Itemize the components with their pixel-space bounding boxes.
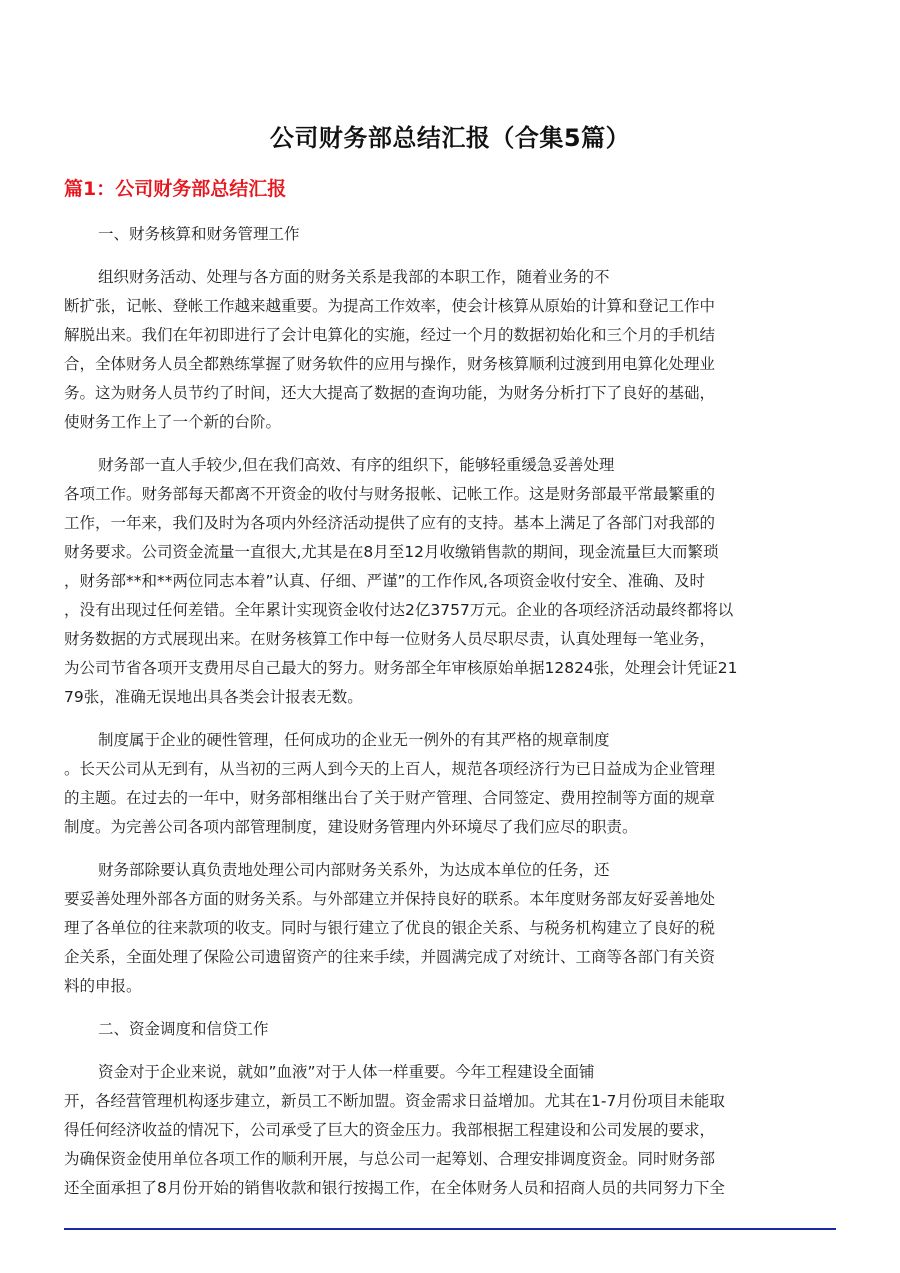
paragraph-line: 制度。为完善公司各项内部管理制度，建设财务管理内外环境尽了我们应尽的职责。 — [64, 818, 638, 836]
paragraph-4 — [64, 856, 840, 1001]
paragraph-line: 开，各经营管理机构逐步建立，新员工不断加盟。资金需求日益增加。尤其在1-7月份项目未能取 — [64, 1092, 725, 1110]
paragraph-line: 使财务工作上了一个新的台阶。 — [64, 413, 282, 431]
paragraph-2 — [64, 451, 840, 712]
paragraph-line: 合，全体财务人员全都熟练掌握了财务软件的应用与操作，财务核算顺利过渡到用电算化处理业 — [64, 355, 716, 373]
paragraph-line: 。长天公司从无到有，从当初的三两人到今天的上百人，规范各项经济行为已日益成为企业管理 — [64, 760, 716, 778]
paragraph-line: 料的申报。 — [64, 977, 142, 995]
paragraph-line: 理了各单位的往来款项的收支。同时与银行建立了优良的银企关系、与税务机构建立了良好的税 — [64, 919, 716, 937]
section-heading: 篇1：公司财务部总结汇报 — [64, 178, 287, 200]
paragraph-line: 企关系，全面处理了保险公司遗留资产的往来手续，并圆满完成了对统计、工商等各部门有关资 — [64, 948, 716, 966]
paragraph-line: 财务部除要认真负责地处理公司内部财务关系外，为达成本单位的任务，还 — [98, 861, 610, 879]
paragraph-line: 财务部一直人手较少,但在我们高效、有序的组织下，能够轻重缓急妥善处理 — [98, 456, 615, 474]
paragraph-line: 制度属于企业的硬性管理，任何成功的企业无一例外的有其严格的规章制度 — [98, 731, 610, 749]
paragraph-line: 79张，准确无误地出具各类会计报表无数。 — [64, 688, 363, 706]
paragraph-line: 财务要求。公司资金流量一直很大,尤其是在8月至12月收缴销售款的期间，现金流量巨大而繁琐 — [64, 543, 719, 561]
paragraph-line: 得任何经济收益的情况下，公司承受了巨大的资金压力。我部根据工程建设和公司发展的要求， — [64, 1121, 716, 1139]
sub-heading-finance-accounting: 一、财务核算和财务管理工作 — [98, 225, 300, 243]
paragraph-line: 要妥善处理外部各方面的财务关系。与外部建立并保持良好的联系。本年度财务部友好妥善地处 — [64, 890, 716, 908]
paragraph-line: 组织财务活动、处理与各方面的财务关系是我部的本职工作，随着业务的不 — [98, 268, 610, 286]
paragraph-5 — [64, 1058, 840, 1203]
document-title: 公司财务部总结汇报（合集5篇） — [269, 124, 631, 152]
paragraph-line: 资金对于企业来说，就如”血液”对于人体一样重要。今年工程建设全面铺 — [98, 1063, 595, 1081]
paragraph-line: 还全面承担了8月份开始的销售收款和银行按揭工作，在全体财务人员和招商人员的共同努力下全 — [64, 1179, 725, 1197]
footer-divider — [64, 1228, 836, 1230]
paragraph-3 — [64, 726, 840, 842]
paragraph-line: 解脱出来。我们在年初即进行了会计电算化的实施，经过一个月的数据初始化和三个月的手机结 — [64, 326, 716, 344]
paragraph-line: 工作，一年来，我们及时为各项内外经济活动提供了应有的支持。基本上满足了各部门对我部的 — [64, 514, 716, 532]
paragraph-line: 为公司节省各项开支费用尽自己最大的努力。财务部全年审核原始单据12824张，处理会计凭证21 — [64, 659, 738, 677]
paragraph-line: 财务数据的方式展现出来。在财务核算工作中每一位财务人员尽职尽责，认真处理每一笔业务， — [64, 630, 716, 648]
paragraph-line: 断扩张，记帐、登帐工作越来越重要。为提高工作效率，使会计核算从原始的计算和登记工作中 — [64, 297, 716, 315]
sub-heading-fund-credit: 二、资金调度和信贷工作 — [98, 1020, 269, 1038]
paragraph-line: 的主题。在过去的一年中，财务部相继出台了关于财产管理、合同签定、费用控制等方面的规章 — [64, 789, 716, 807]
document-body — [64, 220, 840, 1217]
paragraph-line: 为确保资金使用单位各项工作的顺利开展，与总公司一起筹划、合理安排调度资金。同时财务部 — [64, 1150, 716, 1168]
paragraph-line: ，没有出现过任何差错。全年累计实现资金收付达2亿3757万元。企业的各项经济活动最终都将以 — [64, 601, 734, 619]
paragraph-line: ，财务部**和**两位同志本着”认真、仔细、严谨”的工作作风,各项资金收付安全、准确、及时 — [64, 572, 705, 590]
paragraph-line: 务。这为财务人员节约了时间，还大大提高了数据的查询功能，为财务分析打下了良好的基础， — [64, 384, 716, 402]
paragraph-line: 各项工作。财务部每天都离不开资金的收付与财务报帐、记帐工作。这是财务部最平常最繁重的 — [64, 485, 716, 503]
paragraph-1 — [64, 263, 840, 437]
